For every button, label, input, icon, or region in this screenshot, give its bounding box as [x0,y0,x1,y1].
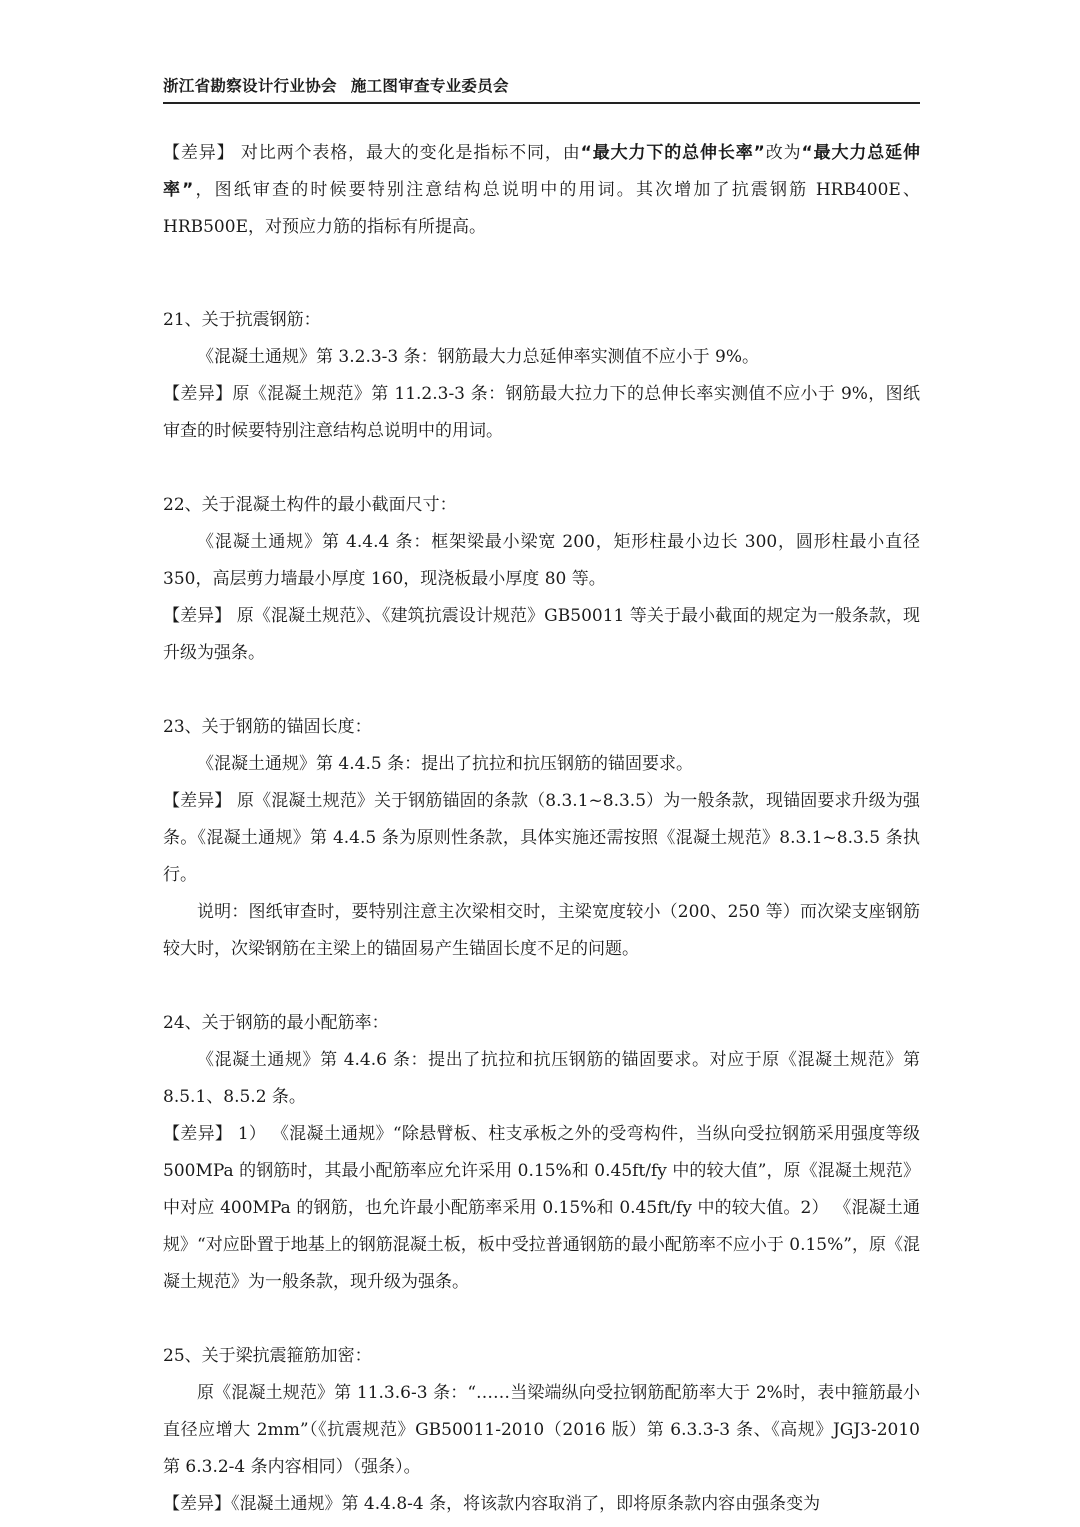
diff-paragraph: 【差异】 1） 《混凝土通规》“除悬臂板、柱支承板之外的受弯构件，当纵向受拉钢筋采用强度等级 500MPa 的钢筋时，其最小配筋率应允许采用 0.15%和 0.45ft/fy 中的较大值”，原《混凝土规范》中对应 400MPa 的钢筋，也允许最小配筋率采用 0.15%和 0.45ft/fy 中的较大值。2） 《混凝土通规》“对应卧置于地基上的钢筋混凝土板，板中受拉普通钢筋的最小配筋率不应小于 0.15%”，原《混凝土规范》为一般条款，现升级为强条。 [163,1124,920,1292]
section-heading: 21、关于抗震钢筋： [163,310,321,330]
diff-tag: 【差异】 [163,143,235,163]
diff-tag: 【差异】 [163,384,233,404]
section-heading: 23、关于钢筋的锚固长度： [163,717,372,737]
section-heading: 25、关于梁抗震箍筋加密： [163,1346,372,1366]
header-org: 浙江省勘察设计行业协会 [163,77,337,95]
diff-paragraph: 【差异】原《混凝土规范》第 11.2.3-3 条：钢筋最大拉力下的总伸长率实测值不应小于 9%，图纸审查的时候要特别注意结构总说明中的用词。 [163,384,921,441]
diff-tag: 【差异】 [163,1494,231,1514]
section-heading: 24、关于钢筋的最小配筋率： [163,1013,389,1033]
diff-tag: 【差异】 [163,606,232,626]
page-header [163,74,920,104]
note-paragraph: 说明：图纸审查时，要特别注意主次梁相交时，主梁宽度较小（200、250 等）而次梁支座钢筋较大时，次梁钢筋在主梁上的锚固易产生锚固长度不足的问题。 [163,902,920,959]
diff-paragraph: 【差异】《混凝土通规》第 4.4.8-4 条，将该款内容取消了，即将原条款内容由强条变为 [163,1494,821,1514]
diff-tag: 【差异】 [163,791,232,811]
bold-term: “最大力下的总伸长率” [580,143,765,163]
diff-tag: 【差异】 [163,1124,233,1144]
clause-paragraph: 《混凝土通规》第 4.4.4 条：框架梁最小梁宽 200，矩形柱最小边长 300，圆形柱最小直径 350，高层剪力墙最小厚度 160，现浇板最小厚度 80 等。 [163,532,920,589]
diff-paragraph: 【差异】 原《混凝土规范》、《建筑抗震设计规范》GB50011 等关于最小截面的规定为一般条款，现升级为强条。 [163,606,920,663]
clause-paragraph: 《混凝土通规》第 4.4.6 条：提出了抗拉和抗压钢筋的锚固要求。对应于原《混凝土规范》第 8.5.1、8.5.2 条。 [163,1050,920,1107]
bold-term: “最大力总延伸率” [163,143,920,200]
clause-paragraph: 原《混凝土规范》第 11.3.6-3 条：“……当梁端纵向受拉钢筋配筋率大于 2%时，表中箍筋最小直径应增大 2mm”（《抗震规范》GB50011-2010（2016 版）第 6.3.3-3 条、《高规》JGJ3-2010 第 6.3.2-4 条内容相同）（强条）。 [163,1383,920,1477]
header-committee: 施工图审查专业委员会 [350,77,509,95]
clause-paragraph: 《混凝土通规》第 3.2.3-3 条：钢筋最大力总延伸率实测值不应小于 9%。 [197,347,759,367]
section-heading: 22、关于混凝土构件的最小截面尺寸： [163,495,457,515]
diff-paragraph: 【差异】 原《混凝土规范》关于钢筋锚固的条款（8.3.1~8.3.5）为一般条款，现锚固要求升级为强条。《混凝土通规》第 4.4.5 条为原则性条款，具体实施还需按照《混凝土规范》8.3.1~8.3.5 条执行。 [163,791,920,885]
intro-paragraph: 【差异】 对比两个表格，最大的变化是指标不同，由“最大力下的总伸长率”改为“最大力总延伸率”，图纸审查的时候要特别注意结构总说明中的用词。其次增加了抗震钢筋 HRB400E、HRB500E，对预应力筋的指标有所提高。 [163,143,920,237]
clause-paragraph: 《混凝土通规》第 4.4.5 条：提出了抗拉和抗压钢筋的锚固要求。 [197,754,694,774]
document-body [163,135,920,1523]
